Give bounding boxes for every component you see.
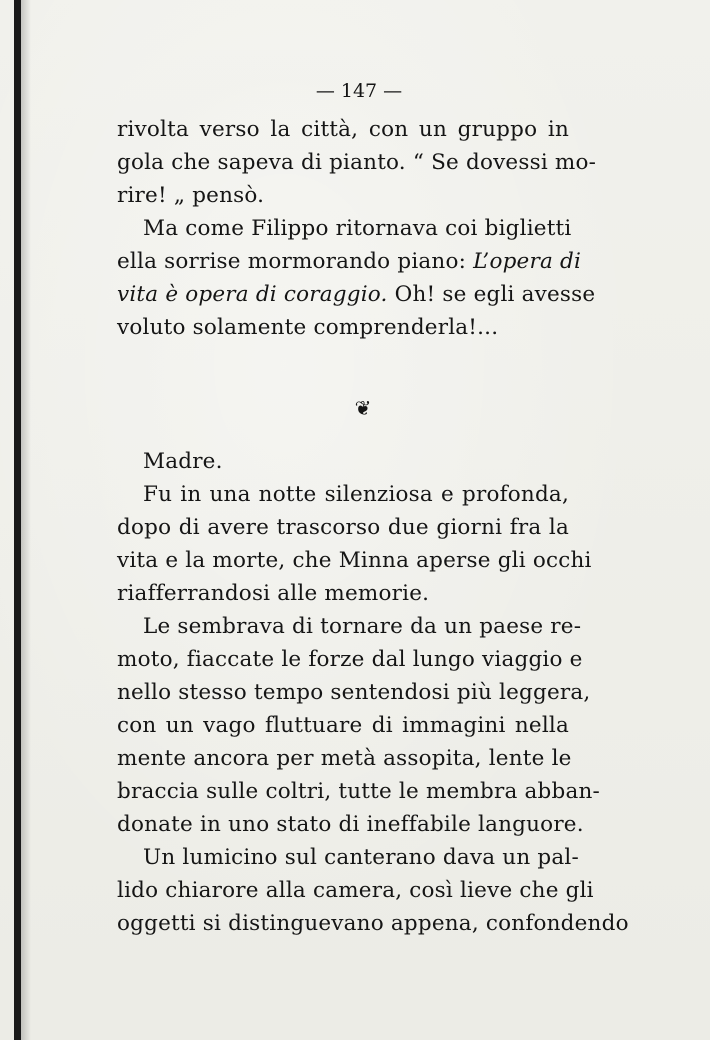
text-line: oggetti si distinguevano appena, confondendo [117,911,629,936]
text-line: moto, fiaccate le forze dal lungo viaggio e [117,647,583,672]
text-line: nello stesso tempo sentendosi più leggera, [117,680,591,705]
section-heading: Madre. [143,449,223,474]
text-line-mixed [117,278,596,311]
text-line: dopo di avere trascorso due giorni fra la [117,515,569,540]
text-line: Un lumicino sul canterano dava un pal- [143,845,579,870]
text-line: lido chiarore alla camera, così lieve che gli [117,878,594,903]
text-line: Ma come Filippo ritornava coi biglietti [143,216,572,241]
text-line: rivolta verso la città, con un gruppo in [117,117,569,142]
text-section-2 [117,445,629,940]
section-ornament-icon: ❦ [354,396,372,420]
text-line: riafferrandosi alle memorie. [117,581,430,606]
text-line: Le sembrava di tornare da un paese re- [143,614,582,639]
text-segment: ella sorrise mormorando piano: [117,249,474,274]
text-line: braccia sulle coltri, tutte le membra abban- [117,779,601,804]
text-line: rire! „ pensò. [117,183,265,208]
text-line-mixed [117,245,582,278]
text-line: donate in uno stato di ineffabile languore. [117,812,584,837]
text-line: mente ancora per metà assopita, lente le [117,746,572,771]
text-line: voluto solamente comprenderla!... [117,315,499,340]
book-binding-edge [14,0,21,1040]
text-line: vita e la morte, che Minna aperse gli occhi [117,548,592,573]
italic-segment: vita è opera di coraggio. [117,282,388,307]
binding-shadow [21,0,31,1040]
page-number: — 147 — [315,80,403,102]
text-segment: Oh! se egli avesse [387,282,596,307]
text-line: gola che sapeva di pianto. “ Se dovessi mo- [117,150,597,175]
text-section-1 [117,113,597,344]
text-line: con un vago fluttuare di immagini nella [117,713,569,738]
italic-segment: L’opera di [473,249,582,274]
text-line: Fu in una notte silenziosa e profonda, [143,482,569,507]
